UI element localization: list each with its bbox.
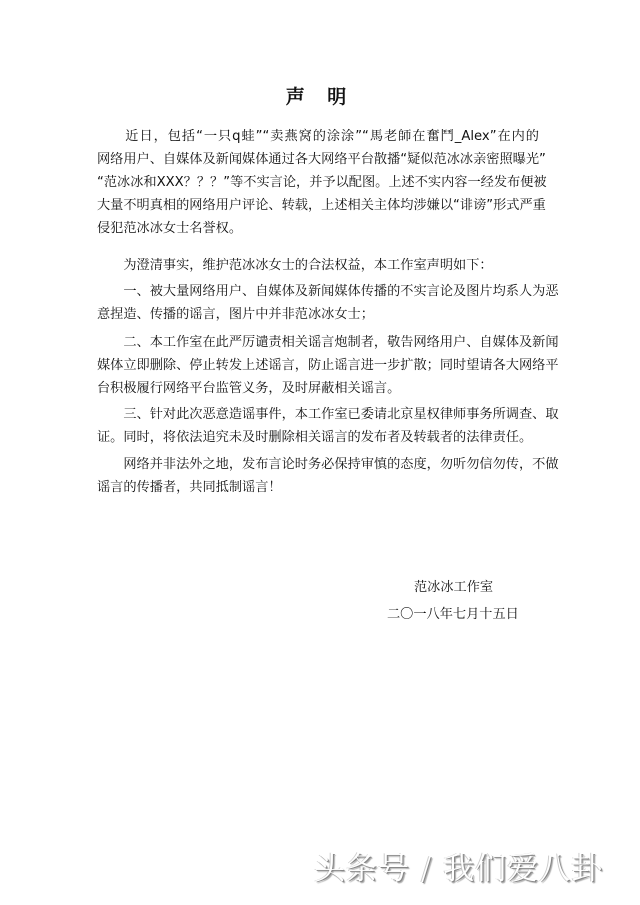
- document-title: 声 明: [285, 86, 355, 108]
- text-line: 侵犯范冰冰女士名誉权。: [97, 221, 243, 236]
- text-line: 媒体立即删除、停止转发上述谣言，防止谣言进一步扩散；同时望请各大网络平: [97, 358, 559, 373]
- text-line: 大量不明真相的网络用户评论、转载，上述相关主体均涉嫌以“诽谤”形式严重: [97, 198, 546, 213]
- signature-date: 二〇一八年七月十五日: [387, 607, 519, 622]
- watermark: 头条号 / 我们爱八卦: [314, 851, 604, 887]
- text-line: 证。同时，将依法追究未及时删除相关谣言的发布者及转载者的法律责任。: [97, 430, 533, 445]
- text-line: 三、针对此次恶意造谣事件，本工作室已委请北京星权律师事务所调查、取: [97, 407, 559, 422]
- text-line: 谣言的传播者，共同抵制谣言！: [97, 480, 282, 495]
- text-line: 意捏造、传播的谣言，图片中并非范冰冰女士；: [97, 307, 374, 322]
- text-line: 网络并非法外之地，发布言论时务必保持审慎的态度，勿听勿信勿传，不做: [97, 457, 559, 472]
- text-line: “范冰冰和XXX？？？”等不实言论，并予以配图。上述不实内容一经发布便被: [97, 175, 547, 190]
- text-line: 为澄清事实，维护范冰冰女士的合法权益，本工作室声明如下：: [97, 258, 493, 273]
- text-line: 二、本工作室在此严厉谴责相关谣言炮制者，敬告网络用户、自媒体及新闻: [97, 335, 559, 350]
- text-line: 网络用户、自媒体及新闻媒体通过各大网络平台散播“疑似范冰冰亲密照曝光”: [97, 152, 546, 167]
- text-line: 台积极履行网络平台监管义务，及时屏蔽相关谣言。: [97, 381, 401, 396]
- text-line: 一、被大量网络用户、自媒体及新闻媒体传播的不实言论及图片均系人为恶: [97, 284, 559, 299]
- text-line: 近日，包括“一只q蛙”“卖燕窝的涂涂”“馬老師在奮鬥_Alex”在内的: [97, 129, 539, 144]
- signature-name: 范冰冰工作室: [414, 580, 494, 595]
